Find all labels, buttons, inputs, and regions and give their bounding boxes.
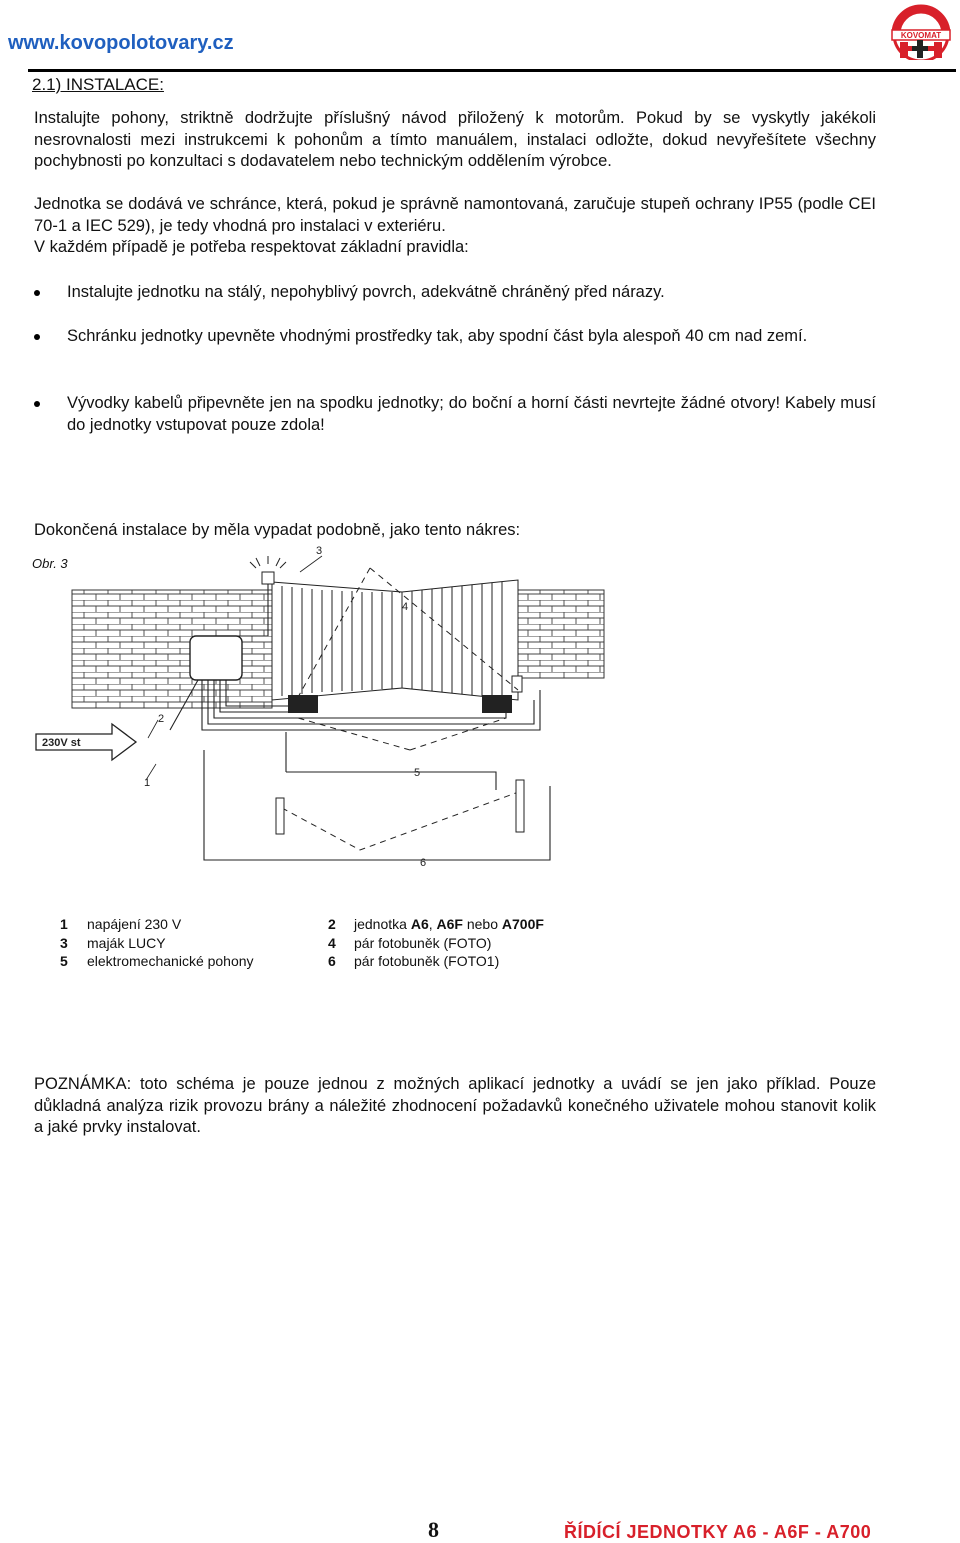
power-label: 230V st [42,737,81,749]
legend-row [60,915,580,934]
bullet-text: Schránku jednotky upevněte vhodnými prostředky tak, aby spodní část byla alespoň 40 cm nad zemí. [67,327,808,345]
legend-text: elektromechanické pohony [87,953,254,969]
legend-number: 5 [60,953,68,969]
photocell-ground-right [516,780,524,832]
warning-lamp-icon [250,556,286,584]
header-rule [28,69,956,72]
legend-text: jednotka A6, A6F nebo A700F [354,916,544,932]
right-wall [518,590,604,678]
legend-number: 1 [60,916,68,932]
motor-right [482,695,512,713]
callout-6: 6 [420,857,427,869]
control-unit-box [190,636,242,680]
legend-number: 2 [328,916,336,932]
figure-caption: Dokončená instalace by měla vypadat podobně, jako tento nákres: [34,521,521,539]
callout-5: 5 [414,767,421,779]
callout-1: 1 [144,777,151,789]
page-number: 8 [428,1517,439,1542]
photocell-ground-left [276,798,284,834]
figure-label: Obr. 3 [32,556,68,571]
website-link[interactable]: www.kovopolotovary.cz [8,32,234,54]
figure-legend [60,915,580,971]
note-paragraph: POZNÁMKA: toto schéma je pouze jednou z možných aplikací jednotky a uvádí se jen jako příklad. Pouze důkladná analýza rizik provozu brány a náležité zhodnocení požadavků konečného uživatele mohou stanovit kolik a jaké prvky instalovat. [34,1075,876,1136]
bullet-dot [34,401,40,407]
svg-text:KOVOMAT: KOVOMAT [900,31,942,40]
legend-text: pár fotobuněk (FOTO) [354,934,492,951]
legend-row [60,952,580,971]
bullet-text: Vývodky kabelů připevněte jen na spodku jednotky; do boční a horní části nevrtejte žádné otvory! Kabely musí do jednotky vstupovat pouze zdola! [67,394,876,434]
callout-4: 4 [402,601,409,613]
legend-row [60,934,580,953]
motor-left [288,695,318,713]
legend-text: napájení 230 V [87,916,182,932]
bullet-dot [34,290,40,296]
footer-brand: ŘÍDÍCÍ JEDNOTKY A6 - A6F - A700 [564,1522,872,1542]
paragraph-rules: V každém případě je potřeba respektovat základní pravidla: [34,238,469,256]
legend-text: pár fotobuněk (FOTO1) [354,953,500,969]
paragraph-enclosure: Jednotka se dodává ve schránce, která, pokud je správně namontovaná, zaručuje stupeň ochrany IP55 (podle CEI 70-1 a IEC 529), je tedy vhodná pro instalaci v exteriéru. [34,195,876,235]
gate [272,580,518,700]
legend-text: maják LUCY [87,934,166,951]
legend-number: 4 [328,934,336,951]
section-title: 2.1) INSTALACE: [32,75,164,94]
installation-diagram [30,540,610,875]
legend-number: 6 [328,953,336,969]
legend-number: 3 [60,934,68,951]
kovomat-logo [884,4,958,60]
paragraph-intro: Instalujte pohony, striktně dodržujte příslušný návod přiložený k motorům. Pokud by se vyskytly jakékoli nesrovnalosti mezi instrukcemi k pohonům a tímto manuálem, instalaci odložte, dokud nevyřešítete všechny pochybnosti po konzultaci s dodavatelem nebo technickým oddělením výrobce. [34,109,876,170]
bullet-dot [34,334,40,340]
bullet-text: Instalujte jednotku na stálý, nepohyblivý povrch, adekvátně chráněný před nárazy. [67,283,665,301]
callout-2: 2 [158,713,165,725]
callout-3: 3 [316,545,323,557]
